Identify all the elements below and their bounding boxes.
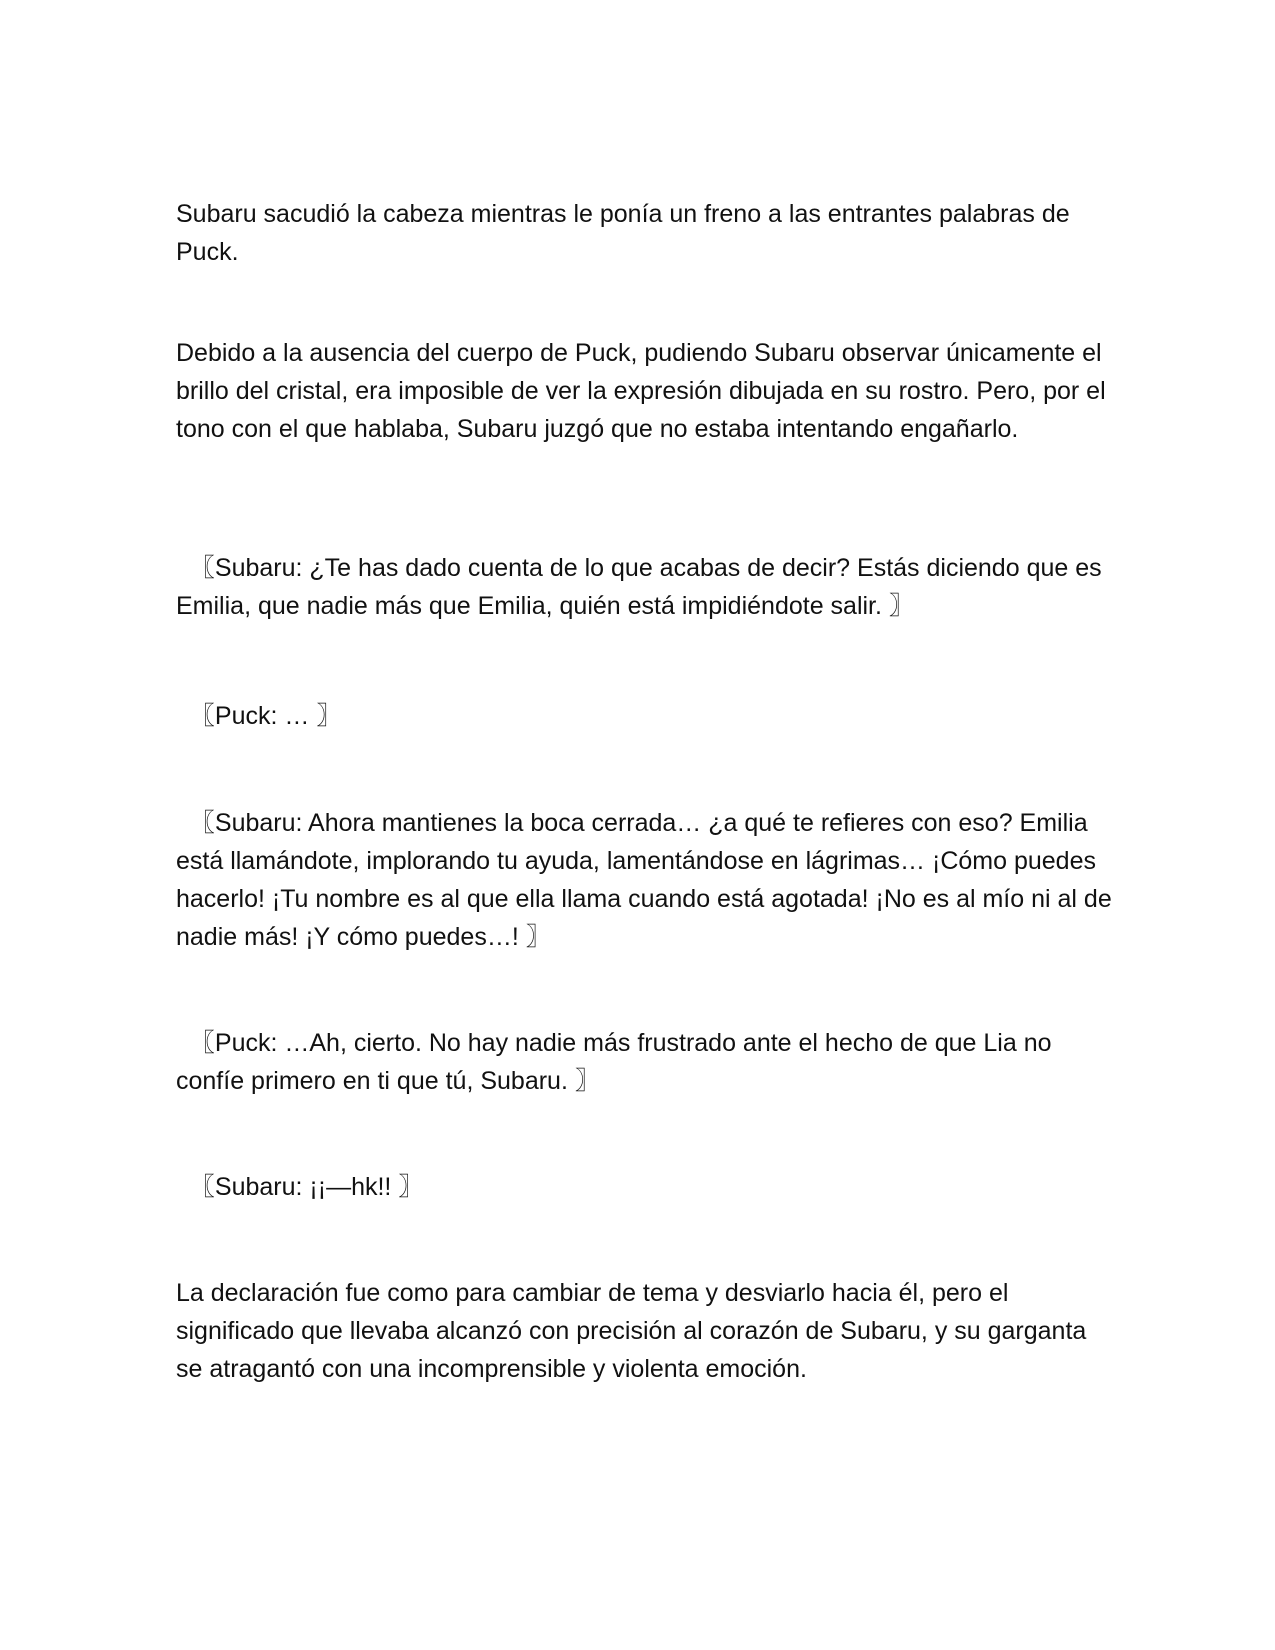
dialogue-subaru-2: 〖Subaru: Ahora mantienes la boca cerrada… ¿a qué te refieres con eso? Emilia está llamándote, implorando tu ayuda, lamentándose en lágrimas… ¡Cómo puedes hacerlo! ¡Tu nombre es al que ella llama cuando está agotada! ¡No es al mío ni al de nadie más! ¡Y cómo puedes…! 〗 [176,809,1119,951]
paragraph-2: Debido a la ausencia del cuerpo de Puck, pudiendo Subaru observar únicamente el brillo del cristal, era imposible de ver la expresión dibujada en su rostro. Pero, por el tono con el que hablaba, Subaru juzgó que no estaba intentando engañarlo. [176,339,1106,443]
paragraph-final: La declaración fue como para cambiar de tema y desviarlo hacia él, pero el significado que llevaba alcanzó con precisión al corazón de Subaru, y su garganta se atragantó con una incomprensible y violenta emoción. [176,1279,1087,1383]
dialogue-puck-1: 〖Puck: … 〗 [176,702,342,730]
dialogue-subaru-3: 〖Subaru: ¡¡—hk!! 〗 [176,1173,424,1201]
paragraph-1: Subaru sacudió la cabeza mientras le ponía un freno a las entrantes palabras de Puck. [176,200,1070,266]
dialogue-subaru-1: 〖Subaru: ¿Te has dado cuenta de lo que acabas de decir? Estás diciendo que es Emilia, que nadie más que Emilia, quién está impidiéndote salir. 〗 [176,554,1109,620]
dialogue-puck-2: 〖Puck: …Ah, cierto. No hay nadie más frustrado ante el hecho de que Lia no confíe primero en ti que tú, Subaru. 〗 [176,1029,1059,1095]
